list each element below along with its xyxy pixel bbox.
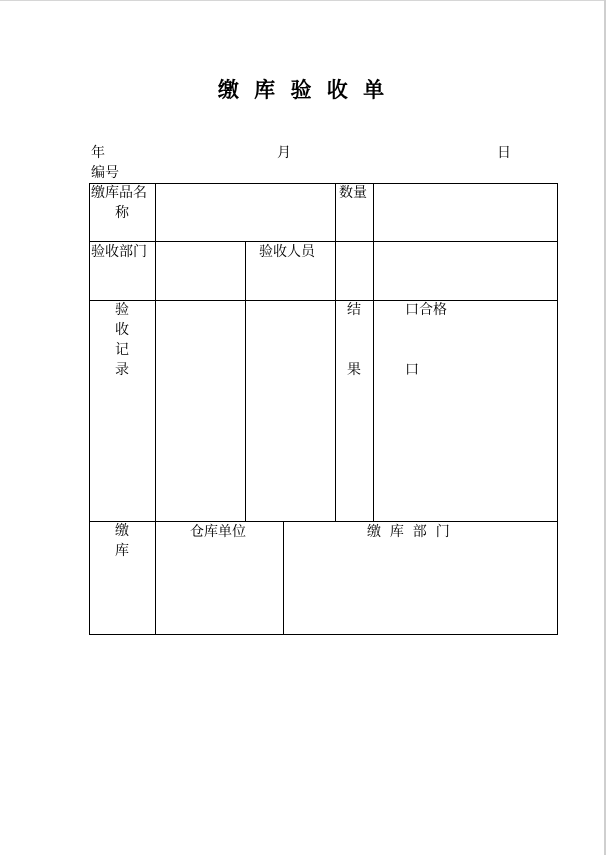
table-line <box>373 183 374 521</box>
result-label-1: 结 <box>347 302 361 318</box>
month-label: 月 <box>277 145 291 161</box>
record-label <box>113 300 131 380</box>
page-border <box>0 0 606 1</box>
item-name-label: 缴库品名 <box>91 185 147 201</box>
record-char: 验 <box>115 302 129 318</box>
form-table <box>89 183 558 635</box>
table-line <box>557 183 558 635</box>
table-line <box>89 241 558 242</box>
quantity-label: 数量 <box>339 185 367 201</box>
record-char: 收 <box>115 322 129 338</box>
deposit-label <box>113 521 131 561</box>
other-checkbox[interactable]: 口 <box>405 362 419 378</box>
number-label: 编号 <box>91 165 119 181</box>
warehouse-unit-label: 仓库单位 <box>190 524 246 540</box>
table-line <box>335 183 336 521</box>
deposit-char: 缴 <box>115 523 129 539</box>
document-title: 缴 库 验 收 单 <box>217 77 389 102</box>
deposit-char: 库 <box>115 543 129 559</box>
item-name-label-cont: 称 <box>115 205 129 221</box>
table-line <box>89 183 558 184</box>
pass-checkbox[interactable]: 口合格 <box>405 302 447 318</box>
table-line <box>155 183 156 635</box>
staff-label: 验收人员 <box>259 244 315 260</box>
day-label: 日 <box>497 145 511 161</box>
table-line <box>89 300 558 301</box>
result-label-2: 果 <box>347 362 361 378</box>
table-line <box>283 521 284 634</box>
record-char: 记 <box>115 342 129 358</box>
table-line <box>245 241 246 521</box>
table-line <box>89 521 558 522</box>
record-char: 录 <box>115 362 129 378</box>
year-label: 年 <box>91 145 105 161</box>
table-line <box>89 183 90 635</box>
deposit-dept-label: 缴 库 部 门 <box>367 524 450 540</box>
dept-label: 验收部门 <box>91 244 147 260</box>
table-line <box>89 634 558 635</box>
